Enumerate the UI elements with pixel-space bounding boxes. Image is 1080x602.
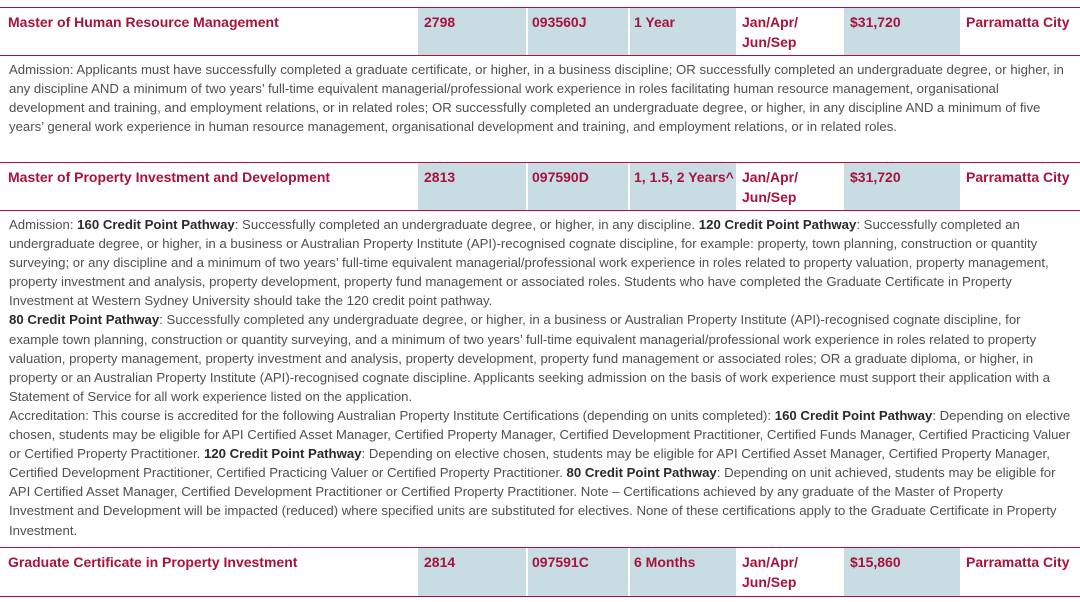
course-duration: 1 Year [628, 8, 736, 55]
pathway-label: 120 Credit Point Pathway [203, 446, 362, 462]
intake-line-1: Jan/Apr/ [742, 554, 799, 570]
admission-paragraph: Admission: 160 Credit Point Pathway: Successfully completed an undergraduate degree, or higher, in any discipline. 120 Credit Point Pathway: Successfully completed an undergraduate degree, or higher, in a business or Australian Property Institute (API)-recognised cognate discipline, for example: property, town planning, construction or quantity surveying; or any discipline and a minimum of two years’ full-time equivalent managerial/professional work experience in roles related to property valuation, property management, property investment and analysis, property development, property fund management or associated roles. Students who have completed the Graduate Certificate in Property Investment at Western Sydney University should take the 120 credit point pathway. [9, 217, 1049, 309]
intake-line-1: Jan/Apr/ [742, 169, 799, 185]
intake-line-2: Jun/Sep [742, 189, 797, 205]
course-description [9, 60, 1071, 136]
course-cricos: 2798 [418, 8, 526, 55]
course-fee: $31,720 [844, 163, 960, 210]
course-campus: Parramatta City [966, 169, 1070, 185]
admission-text: Admission: Applicants must have successfully completed a graduate certificate, or higher, in a business discipline; OR successfully completed an undergraduate degree, or higher, in any discipline AND a minimum of two years’ full-time equivalent managerial/professional work experience in roles facilitating human resource management, organisational development and training, and employment relations, or in related roles; OR successfully completed an undergraduate degree, or higher, in any discipline AND a minimum of five years’ general work experience in human resource management, organisational development and training, and employment relations, or in related roles. [9, 62, 1064, 135]
course-duration: 6 Months [628, 548, 736, 596]
course-description [9, 215, 1071, 540]
course-name: Master of Property Investment and Development [8, 169, 331, 185]
pathway-label: 160 Credit Point Pathway [77, 217, 235, 232]
course-fee: $15,860 [844, 548, 960, 596]
course-code: 093560J [526, 8, 628, 55]
course-fee: $31,720 [844, 8, 960, 55]
course-code: 097591C [526, 548, 628, 596]
course-intake [736, 548, 844, 596]
course-campus: Parramatta City [966, 554, 1070, 570]
course-cricos: 2814 [418, 548, 526, 596]
course-name: Graduate Certificate in Property Investment [8, 554, 298, 570]
intake-line-1: Jan/Apr/ [742, 14, 799, 30]
intake-line-2: Jun/Sep [742, 34, 797, 50]
pathway-label: 120 Credit Point Pathway [698, 217, 857, 232]
course-row [0, 162, 1080, 211]
course-intake [736, 163, 844, 210]
course-code: 097590D [526, 163, 628, 210]
course-campus: Parramatta City [966, 14, 1070, 30]
intake-line-2: Jun/Sep [742, 574, 797, 590]
course-row [0, 547, 1080, 597]
pathway-label: 80 Credit Point Pathway [566, 465, 717, 481]
pathway-label: 80 Credit Point Pathway [9, 312, 160, 328]
pathway-label: 160 Credit Point Pathway [774, 407, 933, 423]
pathway-paragraph: 80 Credit Point Pathway: Successfully completed any undergraduate degree, or higher, in a business or Australian Property Institute (API)-recognised cognate discipline, for example town planning, construction or quantity surveying, and a minimum of two years’ full-time equivalent managerial/professional work experience in roles related to property valuation, property management, property investment and analysis, property development, property fund management or associated roles; OR a graduate diploma, or higher, in property or an Australian Property Institute (API)-recognised cognate discipline. Applicants seeking admission on the basis of work experience must support their application with a Statement of Service for all work experience listed on the application. [9, 312, 1050, 404]
course-cricos: 2813 [418, 163, 526, 210]
course-row [0, 7, 1080, 56]
course-name: Master of Human Resource Management [8, 14, 279, 30]
course-intake [736, 8, 844, 55]
course-duration: 1, 1.5, 2 Years^ [628, 163, 736, 210]
accreditation-paragraph: Accreditation: This course is accredited for the following Australian Property Institute Certifications (depending on units completed): 160 Credit Point Pathway: Depending on elective chosen, students may be eligible for API Certified Asset Manager, Certified Property Manager, Certified Development Practitioner, Certified Funds Manager, Certified Practicing Valuer or Certified Property Practitioner. 120 Credit Point Pathway: Depending on elective chosen, students may be eligible for API Certified Asset Manager, Certified Property Manager, Certified Development Practitioner, Certified Practicing Valuer or Certified Property Practitioner. 80 Credit Point Pathway: Depending on unit achieved, students may be eligible for API Certified Asset Manager, Certified Development Practitioner or Certified Property Practitioner. Note – Certifications achieved by any graduate of the Master of Property Investment and Development will be impacted (reduced) where specified units are substituted for electives. None of these certifications apply to the Graduate Certificate in Property Investment. [9, 407, 1071, 538]
